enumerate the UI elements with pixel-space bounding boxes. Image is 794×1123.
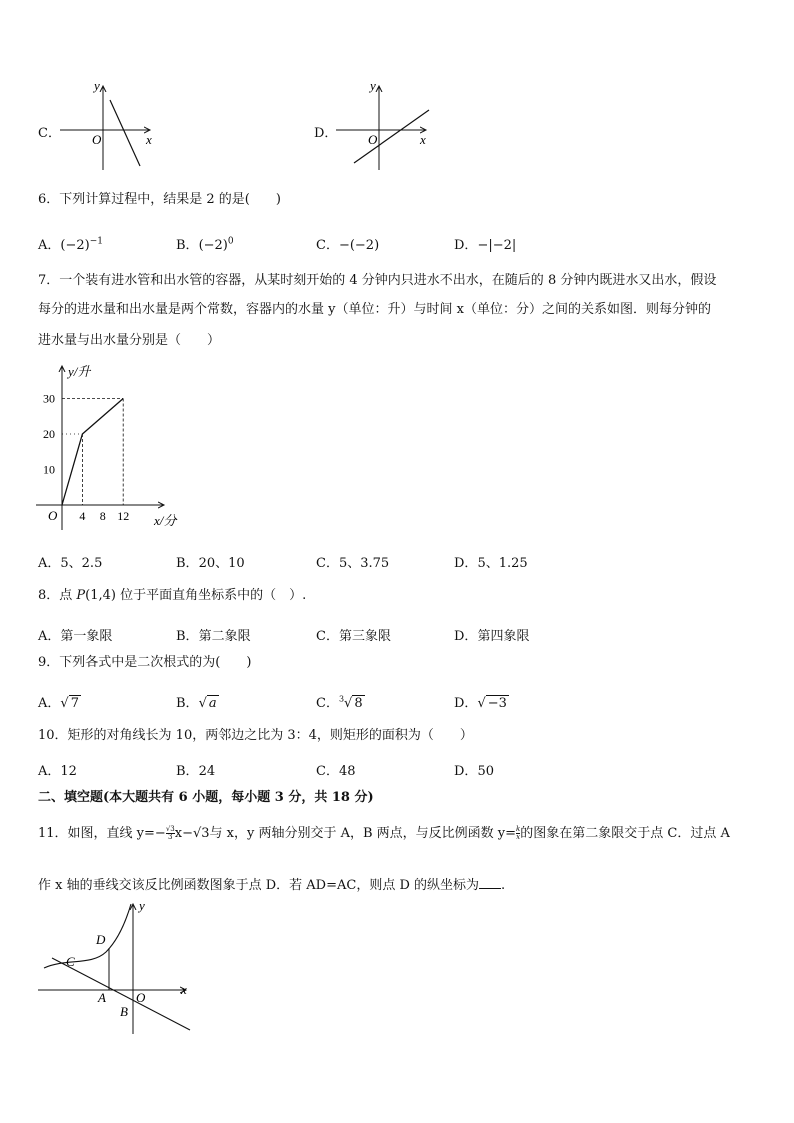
figure-C-label: C xyxy=(66,954,75,969)
q9-stem: 9．下列各式中是二次根式的为( ) xyxy=(38,655,252,670)
q9-option-c[interactable]: C．$^3$√ 8 xyxy=(316,694,363,711)
q7-option-b[interactable]: B．20、10 xyxy=(176,556,245,571)
q10-option-d[interactable]: D．50 xyxy=(454,764,494,779)
section-heading: 二、填空题(本大题共有 6 小题，每小题 3 分，共 18 分) xyxy=(38,790,374,805)
origin-label: O xyxy=(92,132,102,147)
q6-option-b[interactable]: B．$(-2)^0$ xyxy=(176,236,234,253)
x-tick-label: 8 xyxy=(99,509,106,523)
origin-label: O xyxy=(48,508,58,523)
answer-blank[interactable] xyxy=(479,876,501,889)
q8-option-a[interactable]: A．第一象限 xyxy=(38,629,113,644)
q7-option-a[interactable]: A．5、2.5 xyxy=(38,556,103,571)
q9-option-d[interactable]: D．√ −3 xyxy=(454,696,507,711)
q7-stem-line3: 进水量与出水量分别是（ ） xyxy=(38,333,221,348)
fraction: $\frac{k}{x}$ xyxy=(516,825,521,841)
x-tick-label: 12 xyxy=(117,509,130,523)
series-line xyxy=(62,399,123,506)
axis-y-label: y xyxy=(94,78,100,93)
q6-option-c[interactable]: C．−(−2) xyxy=(316,238,380,253)
fraction: $\frac{√3}{3}$ xyxy=(165,825,175,841)
axis-x-label: x xyxy=(420,132,426,147)
q9-option-a[interactable]: A．√ 7 xyxy=(38,696,79,711)
q6-option-d[interactable]: D．−|−2| xyxy=(454,238,517,253)
axis-y-label: y xyxy=(370,78,376,93)
q8-option-d[interactable]: D．第四象限 xyxy=(454,629,530,644)
y-axis-label: y/升 xyxy=(68,364,91,379)
q11-figure xyxy=(36,896,196,1036)
q6-stem: 6．下列计算过程中，结果是 2 的是( ) xyxy=(38,192,281,207)
q10-option-c[interactable]: C．48 xyxy=(316,764,356,779)
q6-option-a[interactable]: A．$(-2)^{-1}$ xyxy=(38,236,103,253)
q11-line2: 作 x 轴的垂线交该反比例函数图象于点 D．若 AD=AC，则点 D 的纵坐标为 . xyxy=(38,878,506,893)
q8-option-c[interactable]: C．第三象限 xyxy=(316,629,391,644)
q7-option-d[interactable]: D．5、1.25 xyxy=(454,556,528,571)
q10-option-a[interactable]: A．12 xyxy=(38,764,77,779)
figure-y-label: y xyxy=(139,898,145,913)
q9-option-b[interactable]: B．√ a xyxy=(176,696,217,711)
q5-graph-c xyxy=(58,78,158,174)
q8-stem: 8．点 P(1,4) 位于平面直角坐标系中的（ ）. xyxy=(38,588,307,603)
q7-stem-line2: 每分的进水量和出水量是两个常数，容器内的水量 y（单位：升）与时间 x（单位：分）之间的关系如图．则每分钟的 xyxy=(38,302,711,317)
y-tick-label: 20 xyxy=(43,427,55,441)
axis-x-label: x xyxy=(146,132,152,147)
x-tick-label: 4 xyxy=(79,509,86,523)
figure-D-label: D xyxy=(96,932,106,947)
q8-option-b[interactable]: B．第二象限 xyxy=(176,629,251,644)
option-label: D． xyxy=(314,126,338,141)
q10-option-b[interactable]: B．24 xyxy=(176,764,216,779)
q7-option-c[interactable]: C．5、3.75 xyxy=(316,556,390,571)
y-tick-label: 10 xyxy=(43,462,55,477)
figure-O-label: O xyxy=(136,990,146,1005)
option-label: C． xyxy=(38,126,61,141)
figure-x-label: x xyxy=(181,982,187,997)
q10-stem: 10．矩形的对角线长为 10，两邻边之比为 3：4，则矩形的面积为（ ） xyxy=(38,728,473,743)
y-tick-label: 30 xyxy=(43,391,55,406)
figure-A-label: A xyxy=(98,990,106,1005)
x-axis-label: x/分 xyxy=(154,513,177,528)
q7-stem-line1: 7．一个装有进水管和出水管的容器，从某时刻开始的 4 分钟内只进水不出水，在随后的 8 分钟内既进水又出水，假设 xyxy=(38,273,717,288)
q5-graph-d xyxy=(334,78,434,174)
figure-B-label: B xyxy=(120,1004,128,1019)
point-name: P xyxy=(76,588,86,603)
origin-label: O xyxy=(368,132,378,147)
q7-chart xyxy=(36,360,186,535)
q11-line1: 11．如图，直线 y=− $\frac{√3}{3}$ x−√3与 x，y 两轴分别交于 A，B 两点，与反比例函数 y= $\frac{k}{x}$ 的图象在第二象限交于点 C．过点 A xyxy=(38,825,730,841)
